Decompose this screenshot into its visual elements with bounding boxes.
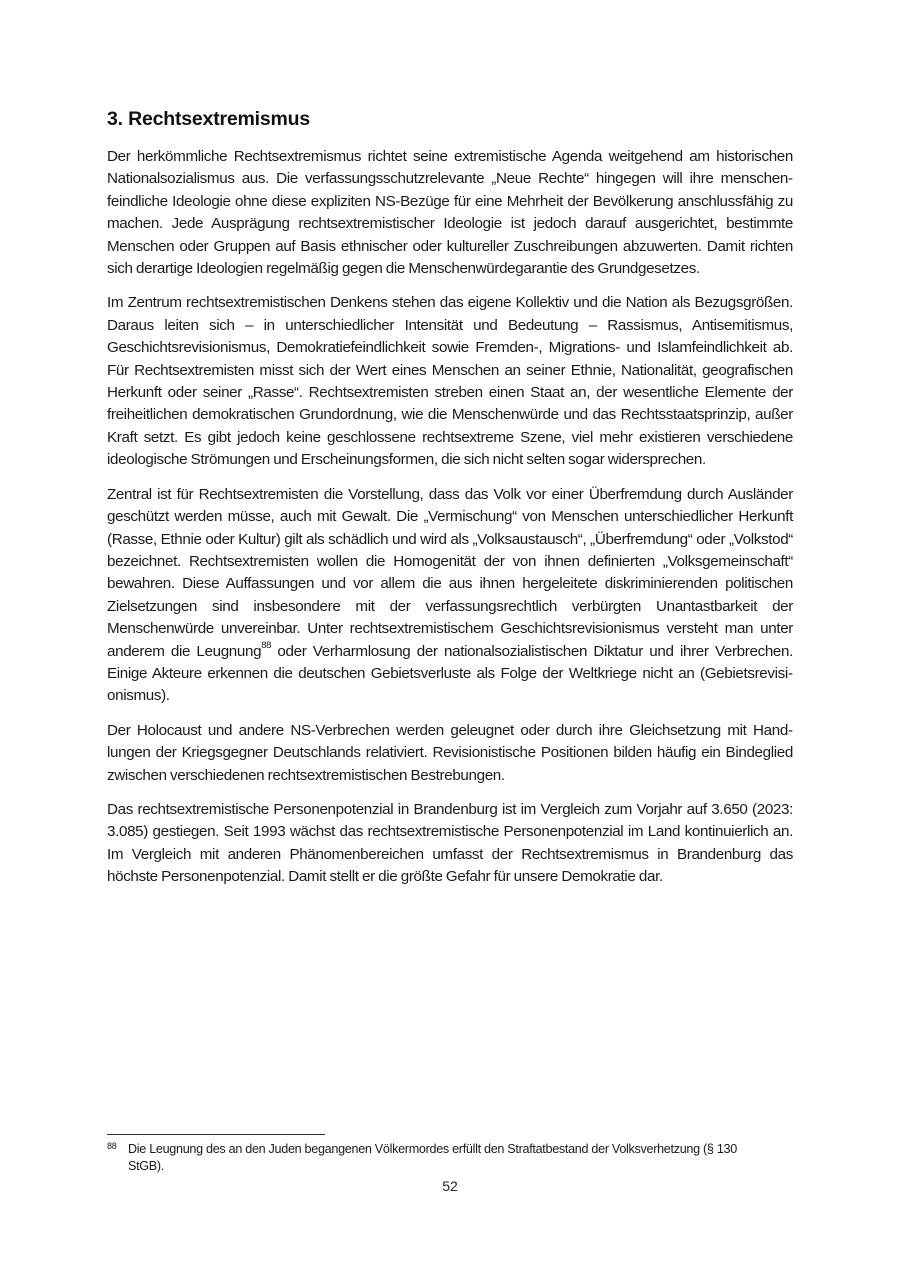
footnote-number: 88 (107, 1141, 117, 1151)
footnote-text: Die Leugnung des an den Juden begangenen Völkermordes erfüllt den Straftatbestand der Volksverhetzung (§ 130 StGB). (128, 1142, 737, 1173)
paragraph-3-text-before-note: Zentral ist für Rechtsextremisten die Vorstellung, dass das Volk vor einer Überfremdung durch Ausländer geschützt werden müsse, auch mit Gewalt. Die „Vermischung“ von Menschen unterschiedlicher Herkunft (Rasse, Ethnie oder Kultur) gilt als schädlich und wird als „Volksaustausch“, „Überfremdung“ oder „Volkstod“ bezeichnet. Rechtsextremisten wollen die Homogenität der von ihnen definierten „Volksgemeinschaft“ bewahren. Diese Auffassungen und vor allem die aus ihnen hergeleitete diskriminierenden politischen Zielsetzungen sind insbesondere mit der verfassungsrechtlich verbürgten Unantastbarkeit der Menschenwürde unvereinbar. Unter rechtsextremistischem Geschichtsrevisionismus versteht man unter anderem die Leugnung (107, 485, 793, 660)
paragraph-3-text-after-note: oder Verharmlosung der nationalsozialistischen Diktatur und ihrer Verbrechen. Einige Akteure erkennen die deutschen Gebietsverluste als Folge der Weltkriege nicht an (Gebietsrevisionismus). (107, 642, 793, 705)
paragraph-5: Das rechtsextremistische Personenpotenzial in Brandenburg ist im Vergleich zum Vorjahr auf 3.650 (2023: 3.085) gestiegen. Seit 1993 wächst das rechtsextremistische Personenpotenzial im Land kontinuierlich an. Im Vergleich mit anderen Phänomenbereichen umfasst der Rechtsextremismus in Brandenburg das höchste Personenpotenzial. Damit stellt er die größte Gefahr für unsere Demokratie dar. (107, 800, 793, 886)
section-heading: 3. Rechtsextremismus (107, 108, 311, 130)
paragraph-4: Der Holocaust und andere NS-Verbrechen werden geleugnet oder durch ihre Gleichsetzung mit Handlungen der Kriegsgegner Deutschlands relativiert. Revisionistische Positionen bilden häufig ein Bindeglied zwischen verschiedenen rechtsextremistischen Bestrebungen. (107, 721, 793, 784)
paragraph-3 (107, 484, 793, 708)
body-text (107, 146, 793, 901)
paragraph-1: Der herkömmliche Rechtsextremismus richtet seine extremistische Agenda weitgehend am historischen Nationalsozialismus aus. Die verfassungsschutzrelevante „Neue Rechte“ hingegen will ihre menschenfeindliche Ideologie ohne diese expliziten NS-Bezüge für eine Mehrheit der Bevölkerung anschlussfähig zu machen. Jede Ausprägung rechtsextremistischer Ideologie ist jedoch darauf ausgerichtet, bestimmte Menschen oder Gruppen auf Basis ethnischer oder kultureller Zuschreibungen abzuwerten. Damit richten sich derartige Ideologien regelmäßig gegen die Menschenwürdegarantie des Grundgesetzes. (107, 148, 793, 278)
page-number: 52 (442, 1178, 458, 1194)
footnote-reference[interactable]: 88 (261, 640, 272, 652)
footnote-divider (107, 1134, 325, 1135)
footnote (107, 1141, 793, 1175)
paragraph-2: Im Zentrum rechtsextremistischen Denkens stehen das eigene Kollektiv und die Nation als Bezugsgrößen. Daraus leiten sich – in unterschiedlicher Intensität und Bedeutung – Rassismus, Antisemitismus, Geschichtsrevisionismus, Demokratiefeindlichkeit sowie Fremden-, Migrations- und Islamfeindlichkeit ab. Für Rechtsextremisten misst sich der Wert eines Menschen an seiner Ethnie, Nationalität, geografischen Herkunft oder seiner „Rasse“. Rechtsextremisten streben einen Staat an, der wesentliche Elemente der freiheitlichen demokratischen Grundordnung, wie die Menschenwürde und das Rechtsstaatsprinzip, außer Kraft setzt. Es gibt jedoch keine geschlossene rechtsextreme Szene, viel mehr existieren verschiedene ideologische Strömungen und Erscheinungsformen, die sich nicht selten sogar widersprechen. (107, 294, 793, 469)
